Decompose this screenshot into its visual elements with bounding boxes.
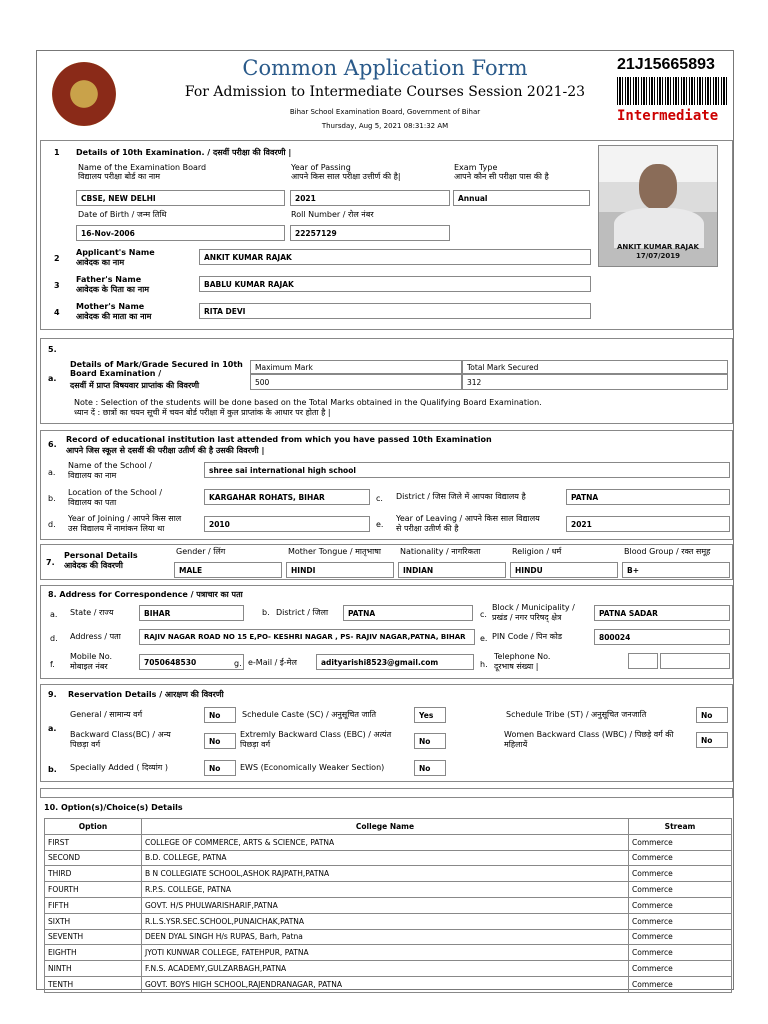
section-number: 6. [48,440,57,449]
photo-face [639,164,677,210]
pin-code-field: 800024 [594,629,730,645]
field-label: Specially Added ( दिव्यांग ) [70,763,168,772]
applicant-name-field: ANKIT KUMAR RAJAK [199,249,591,265]
section-number: 3 [54,281,60,290]
field-label: Gender / लिंग [176,547,226,556]
blood-group-field: B+ [622,562,730,578]
college-cell: R.P.S. COLLEGE, PATNA [142,882,629,898]
field-label: Exam Type [454,163,498,172]
field-label: विद्यालय परीक्षा बोर्ड का नाम [78,172,160,181]
field-label: आपने किस साल परीक्षा उत्तीर्ण की है| [291,172,401,181]
field-label: Schedule Caste (SC) / अनुसूचित जाति [242,710,377,719]
field-label: मोबाइल नंबर [70,662,108,671]
stream-cell: Commerce [629,897,732,913]
note-text: Note : Selection of the students will be done based on the Total Marks obtained in the Qualifying Board Examination. [74,398,542,407]
form-timestamp: Thursday, Aug 5, 2021 08:31:32 AM [321,122,449,130]
exam-board-field: CBSE, NEW DELHI [76,190,285,206]
sub-letter: c. [376,494,383,503]
field-label: Religion / धर्म [512,547,562,556]
stream-cell: Commerce [629,834,732,850]
sub-letter: d. [48,520,56,529]
field-label: District / जिला [276,608,329,617]
field-label: आवेदक के पिता का नाम [76,285,150,294]
field-label: दसवीं में प्राप्त विषयवार प्राप्तांक की विवरणी [70,381,200,390]
section-heading: 10. Option(s)/Choice(s) Details [44,803,183,812]
photo-caption-date: 17/07/2019 [635,252,681,260]
mother-name-field: RITA DEVI [199,303,591,319]
sub-letter: c. [480,610,487,619]
sub-letter: e. [480,634,488,643]
section-number: 1 [54,148,60,157]
religion-field: HINDU [510,562,618,578]
column-header: College Name [142,819,629,835]
year-of-passing-field: 2021 [290,190,450,206]
field-label: PIN Code / पिन कोड [492,632,563,641]
table-row [45,929,732,945]
field-label: e-Mail / ई-मेल [248,658,297,667]
photo-caption-name: ANKIT KUMAR RAJAK [617,243,699,251]
sub-letter: a. [50,610,58,619]
applicant-photo [598,145,718,267]
board-seal-logo [52,62,116,126]
st-field: No [696,707,728,723]
field-label: विद्यालय का नाम [68,471,117,480]
section-divider [40,788,733,798]
field-label: Schedule Tribe (ST) / अनुसूचित जनजाति [506,710,647,719]
field-label: से परीक्षा उतीर्ण की है [396,524,459,533]
table-header-row [45,819,732,835]
telephone-code-field [628,653,658,669]
school-location-field: KARGAHAR ROHATS, BIHAR [204,489,370,505]
field-label: District / जिस जिले में आपका विद्यालय है [396,492,526,501]
field-label: Location of the School / [68,488,163,497]
father-name-field: BABLU KUMAR RAJAK [199,276,591,292]
field-label: आवेदक की विवरणी [64,561,123,570]
section-heading-hindi: आपने जिस स्कूल से दसवीं की परीक्षा उतीर्ण की है उसकी विवरणी | [66,446,265,455]
specially-added-field: No [204,760,236,776]
board-name: Bihar School Examination Board, Government of Bihar [289,108,481,116]
ews-field: No [414,760,446,776]
field-label: प्रखंड / नगर परिषद् क्षेत्र [492,613,562,622]
option-cell: FIFTH [45,897,142,913]
option-cell: SECOND [45,850,142,866]
telephone-number-field [660,653,730,669]
ebc-field: No [414,733,446,749]
field-label: Name of the School / [68,461,152,470]
field-label: Date of Birth / जन्म तिथि [78,210,167,219]
district-field: PATNA [343,605,473,621]
field-label: Nationality / नागरिकता [400,547,481,556]
field-label: Details of Mark/Grade Secured in 10th Board Examination / [70,360,243,378]
options-table [44,818,732,993]
option-cell: FOURTH [45,882,142,898]
sub-letter: e. [376,520,384,529]
section-heading: Record of educational institution last attended from which you have passed 10th Examination [66,435,492,444]
field-label: Name of the Examination Board [78,163,207,172]
table-row [45,882,732,898]
field-label: Father's Name [76,275,142,284]
year-leaving-field: 2021 [566,516,730,532]
table-row [45,976,732,992]
field-label: उस विद्यालय में नामांकन लिया था [68,524,165,533]
field-label: Year of Leaving / आपने किस साल विद्यालय [396,514,540,523]
field-label: Mobile No. [70,652,113,661]
sub-letter: g. [234,659,242,668]
nationality-field: INDIAN [398,562,506,578]
stream-label: Intermediate [617,108,719,124]
sub-letter: a. [48,724,57,733]
mother-tongue-field: HINDI [286,562,394,578]
mobile-field: 7050648530 [139,654,244,670]
table-row [45,897,732,913]
stream-cell: Commerce [629,929,732,945]
school-name-field: shree sai international high school [204,462,730,478]
section-heading: 8. Address for Correspondence / पत्राचार का पता [48,590,243,599]
stream-cell: Commerce [629,882,732,898]
total-mark-header: Total Mark Secured [462,360,728,374]
stream-cell: Commerce [629,850,732,866]
college-cell: COLLEGE OF COMMERCE, ARTS & SCIENCE, PATNA [142,834,629,850]
table-row [45,866,732,882]
column-header: Stream [629,819,732,835]
field-label: विद्यालय का पता [68,498,117,507]
sub-letter: h. [480,660,488,669]
note-text-hindi: ध्यान दें : छात्रों का चयन सूची में चयन बोर्ड परीक्षा में कुल प्राप्तांक के आधार पर होता है | [74,408,331,417]
stream-cell: Commerce [629,961,732,977]
table-row [45,913,732,929]
table-row [45,945,732,961]
field-label: Year of Passing [291,163,351,172]
college-cell: GOVT. BOYS HIGH SCHOOL,RAJENDRANAGAR, PATNA [142,976,629,992]
field-label: Year of Joining / आपने किस साल [68,514,182,523]
field-label: General / सामान्य वर्ग [70,710,143,719]
college-cell: DEEN DYAL SINGH H/s RUPAS, Barh, Patna [142,929,629,945]
field-label: दूरभाष संख्या | [494,662,539,671]
stream-cell: Commerce [629,913,732,929]
sub-letter: b. [48,494,56,503]
total-mark-field: 312 [462,374,728,390]
field-label: Mother's Name [76,302,145,311]
section-heading: Reservation Details / आरक्षण की विवरणी [68,690,224,699]
form-subtitle: For Admission to Intermediate Courses Session 2021-23 [184,84,586,100]
email-field: adityarishi8523@gmail.com [316,654,474,670]
college-cell: GOVT. H/S PHULWARISHARIF,PATNA [142,897,629,913]
option-cell: SIXTH [45,913,142,929]
year-joining-field: 2010 [204,516,370,532]
section-number: 4 [54,308,60,317]
sub-letter: a. [48,468,56,477]
field-label: Address / पता [70,632,121,641]
field-label: महिलायें [504,740,528,749]
field-label: State / राज्य [70,608,114,617]
field-label: आपने कौन सी परीक्षा पास की है [454,172,549,181]
section-number: 5. [48,345,57,354]
field-label: Applicant's Name [76,248,155,257]
college-cell: B N COLLEGIATE SCHOOL,ASHOK RAJPATH,PATNA [142,866,629,882]
college-cell: B.D. COLLEGE, PATNA [142,850,629,866]
sub-letter: f. [50,660,55,669]
sub-letter: b. [48,765,57,774]
photo-body [614,208,704,248]
registration-number: 21J15665893 [617,56,715,73]
field-label: Personal Details [64,551,138,560]
table-row [45,850,732,866]
field-label: आवेदक की माता का नाम [76,312,152,321]
section-number: 7. [46,558,55,567]
field-label: Backward Class(BC) / अन्य [70,730,171,739]
field-label: EWS (Economically Weaker Section) [240,763,385,772]
roll-number-field: 22257129 [290,225,450,241]
field-label: Women Backward Class (WBC) / पिछड़े वर्ग की [504,730,674,739]
form-title: Common Application Form [242,56,528,80]
column-header: Option [45,819,142,835]
section-number: 9. [48,690,57,699]
state-field: BIHAR [139,605,244,621]
max-mark-field: 500 [250,374,462,390]
sub-letter: a. [48,374,57,383]
college-cell: JYOTI KUNWAR COLLEGE, FATEHPUR, PATNA [142,945,629,961]
field-label: Extremly Backward Class (EBC) / अत्यंत [240,730,392,739]
field-label: आवेदक का नाम [76,258,125,267]
sc-field: Yes [414,707,446,723]
field-label: Blood Group / रक्त समूह [624,547,711,556]
bc-field: No [204,733,236,749]
option-cell: SEVENTH [45,929,142,945]
dob-field: 16-Nov-2006 [76,225,285,241]
block-field: PATNA SADAR [594,605,730,621]
address-field: RAJIV NAGAR ROAD NO 15 E,PO- KESHRI NAGAR , PS- RAJIV NAGAR,PATNA, BIHAR [139,629,475,645]
field-label: पिछड़ा वर्ग [70,740,101,749]
table-row [45,834,732,850]
stream-cell: Commerce [629,976,732,992]
general-field: No [204,707,236,723]
section-number: 2 [54,254,60,263]
table-row [45,961,732,977]
wbc-field: No [696,732,728,748]
college-cell: F.N.S. ACADEMY,GULZARBAGH,PATNA [142,961,629,977]
section-heading: Details of 10th Examination. / दसवीं परीक्षा की विवरणी | [76,148,292,157]
stream-cell: Commerce [629,866,732,882]
field-label: पिछड़ा वर्ग [240,740,271,749]
college-cell: R.L.S.YSR.SEC.SCHOOL,PUNAICHAK,PATNA [142,913,629,929]
field-label: Telephone No. [494,652,551,661]
school-district-field: PATNA [566,489,730,505]
option-cell: NINTH [45,961,142,977]
max-mark-header: Maximum Mark [250,360,462,374]
option-cell: TENTH [45,976,142,992]
gender-field: MALE [174,562,282,578]
barcode-image [617,77,729,105]
option-cell: THIRD [45,866,142,882]
sub-letter: b. [262,608,270,617]
stream-cell: Commerce [629,945,732,961]
field-label: Roll Number / रोल नंबर [291,210,374,219]
field-label: Mother Tongue / मातृभाषा [288,547,381,556]
field-label: Block / Municipality / [492,603,575,612]
sub-letter: d. [50,634,58,643]
option-cell: FIRST [45,834,142,850]
option-cell: EIGHTH [45,945,142,961]
exam-type-field: Annual [453,190,590,206]
